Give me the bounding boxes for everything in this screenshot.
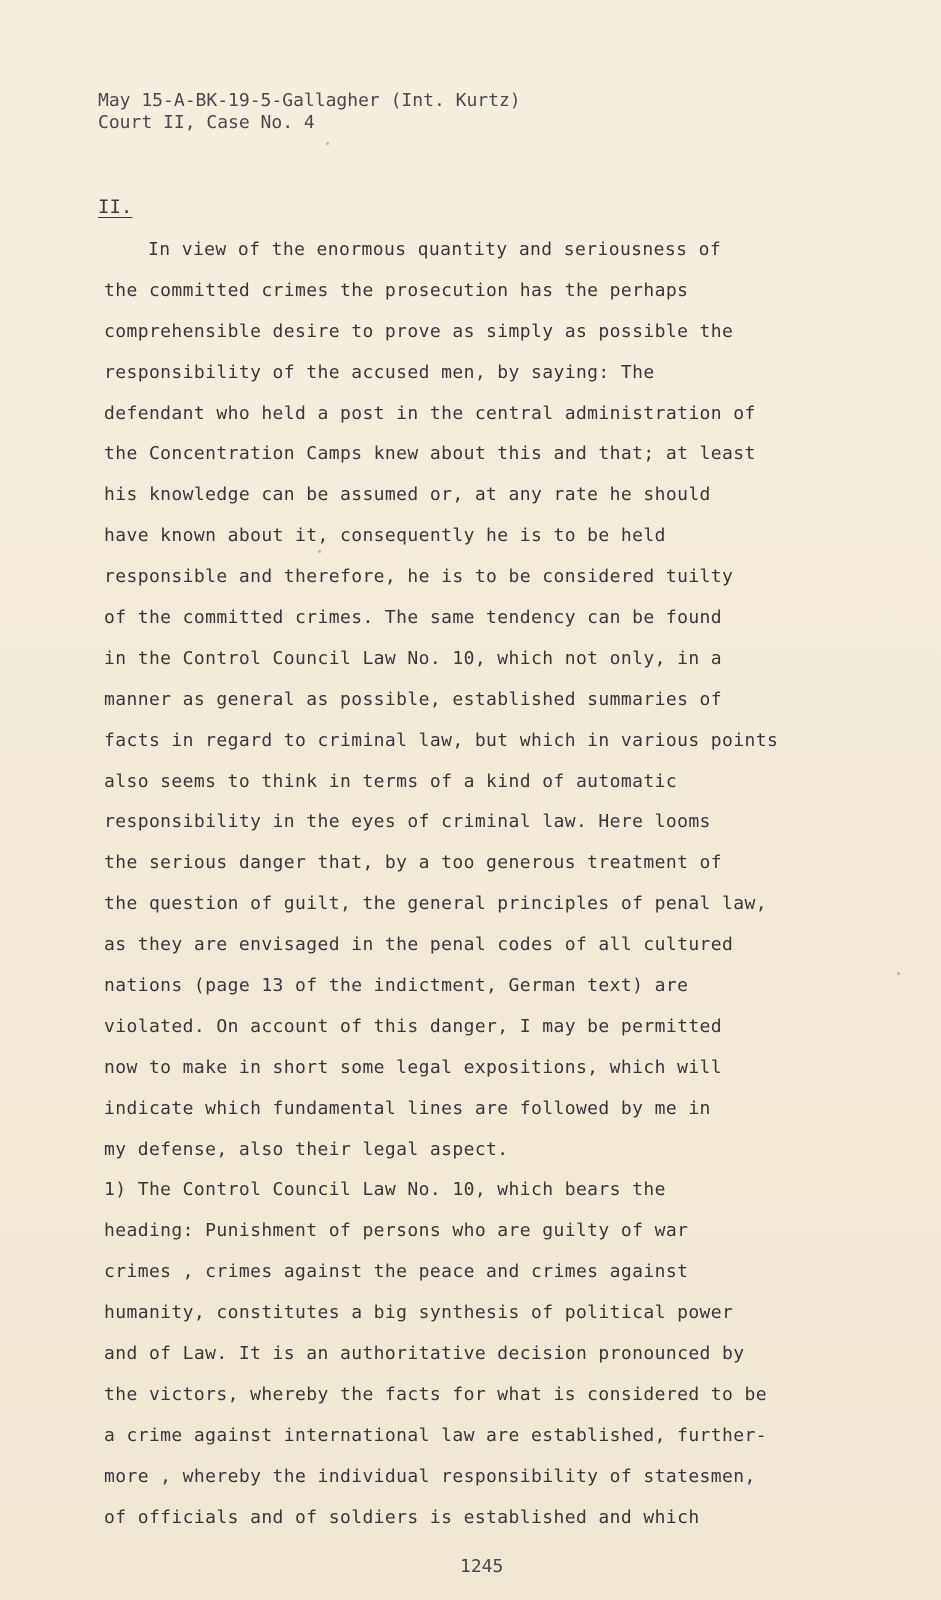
body-line: facts in regard to criminal law, but which in various points xyxy=(104,729,779,751)
body-line: as they are envisaged in the penal codes of all cultured xyxy=(104,934,734,956)
body-line: the victors, whereby the facts for what is considered to be xyxy=(104,1383,767,1405)
body-line: have known about it, consequently he is to be held xyxy=(104,525,666,547)
body-line: manner as general as possible, established summaries of xyxy=(104,688,723,710)
paper-speck xyxy=(897,972,900,975)
header-reference-line: May 15-A-BK-19-5-Gallagher (Int. Kurtz) xyxy=(98,90,521,111)
header-court-line: Court II, Case No. 4 xyxy=(98,112,315,133)
body-line: of officials and of soldiers is established and which xyxy=(104,1506,700,1528)
body-line: my defense, also their legal aspect. xyxy=(104,1138,509,1160)
body-line: his knowledge can be assumed or, at any rate he should xyxy=(104,484,711,506)
body-line: in the Control Council Law No. 10, which not only, in a xyxy=(104,647,723,669)
page-number: 1245 xyxy=(460,1556,504,1577)
body-line: heading: Punishment of persons who are guilty of war xyxy=(104,1220,689,1242)
document-header xyxy=(98,90,521,134)
body-line: indicate which fundamental lines are followed by me in xyxy=(104,1097,711,1119)
body-line: the question of guilt, the general principles of penal law, xyxy=(104,893,767,915)
body-line: comprehensible desire to prove as simply as possible the xyxy=(104,320,734,342)
body-line: the committed crimes the prosecution has the perhaps xyxy=(104,279,689,301)
body-line: humanity, constitutes a big synthesis of political power xyxy=(104,1302,734,1324)
document-body xyxy=(104,230,844,1539)
paper-speck xyxy=(318,550,321,553)
body-line: of the committed crimes. The same tendency can be found xyxy=(104,607,723,629)
body-line: responsibility in the eyes of criminal law. Here looms xyxy=(104,811,711,833)
body-line: now to make in short some legal expositions, which will xyxy=(104,1056,723,1078)
body-line: In view of the enormous quantity and seriousness of xyxy=(148,239,722,260)
body-line: more , whereby the individual responsibility of statesmen, xyxy=(104,1465,756,1487)
body-line: and of Law. It is an authoritative decision pronounced by xyxy=(104,1343,745,1365)
body-line: responsibility of the accused men, by saying: The xyxy=(104,361,655,383)
body-line: crimes , crimes against the peace and crimes against xyxy=(104,1261,689,1283)
paper-speck xyxy=(326,142,329,145)
body-line: the serious danger that, by a too generous treatment of xyxy=(104,852,723,874)
body-line: defendant who held a post in the central administration of xyxy=(104,402,756,424)
body-line: responsible and therefore, he is to be considered tuilty xyxy=(104,566,734,588)
section-heading: II. xyxy=(98,196,133,218)
body-line: nations (page 13 of the indictment, German text) are xyxy=(104,975,689,997)
body-line: violated. On account of this danger, I may be permitted xyxy=(104,1015,723,1037)
body-line: 1) The Control Council Law No. 10, which bears the xyxy=(104,1179,666,1201)
body-line: the Concentration Camps knew about this and that; at least xyxy=(104,443,756,465)
body-line: also seems to think in terms of a kind of automatic xyxy=(104,770,678,792)
body-line: a crime against international law are established, further- xyxy=(104,1424,767,1446)
